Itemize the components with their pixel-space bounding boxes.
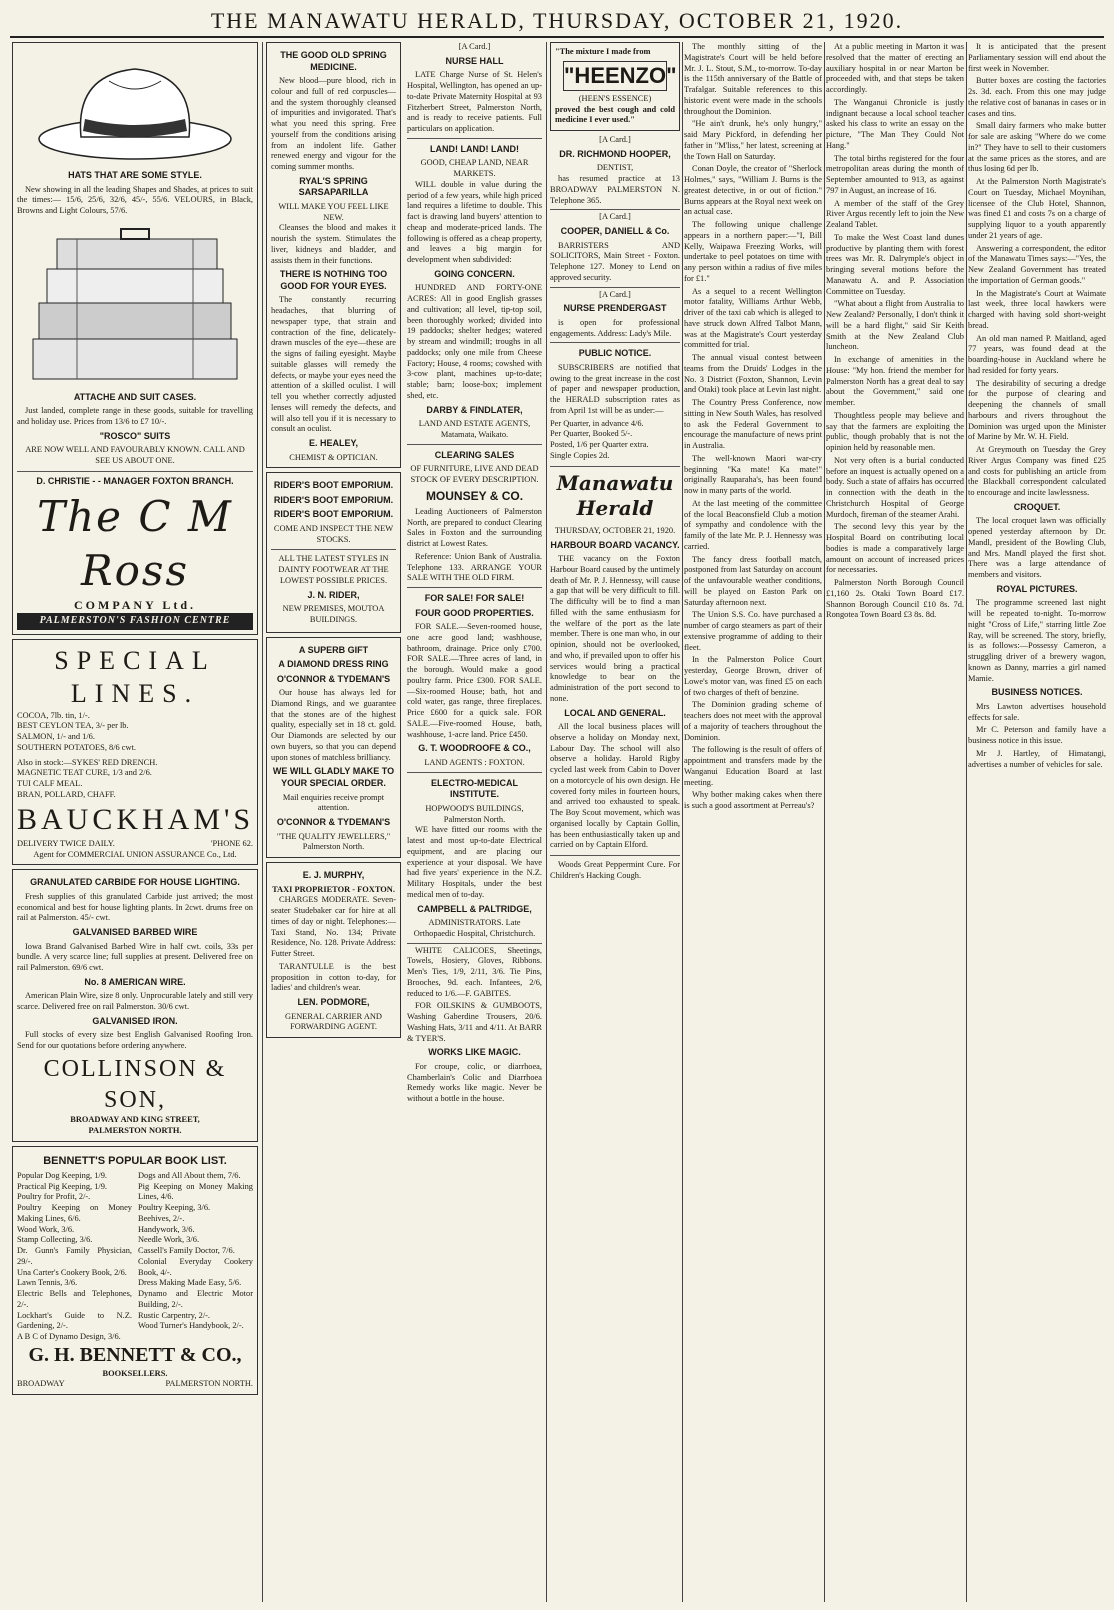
oconnor-name: O'CONNOR & TYDEMAN'S xyxy=(276,673,391,684)
ryals-advert xyxy=(266,42,401,468)
harbour-title: HARBOUR BOARD VACANCY. xyxy=(550,539,680,550)
eyes-text: The constantly recurring headaches, that blurring of newspaper type, that strain and contraction of the fine, delicately-drawn muscles of the eye—these are the signs of failing eyesight. Maybe suitable glasses will remedy the defects, or maybe your eyes need the attention of a skilled oculist. I will tell you whether correctly adjusted lenses will remedy the defects, and will also tell you if it is necessary to consult an oculist. xyxy=(271,295,396,434)
news-paragraph: Conan Doyle, the creator of "Sherlock Holmes," says, "William J. Burns is the greatest detective, in or out of fiction." Burns appears at the Royal next week on an actual case. xyxy=(684,164,822,217)
herald-date: THURSDAY, OCTOBER 21, 1920. xyxy=(554,525,676,535)
nurse2-name: NURSE PRENDERGAST xyxy=(563,303,667,314)
list-item: BEST CEYLON TEA, 3/- per lb. xyxy=(17,721,129,731)
news-paragraph: Why bother making cakes when there is such a good assortment at Perreau's? xyxy=(684,790,822,810)
jewellers-advert xyxy=(266,637,401,858)
carbide-title: GRANULATED CARBIDE FOR HOUSE LIGHTING. xyxy=(30,877,240,888)
news-paragraph: Not very often is a burial conducted before an inquest is actually opened on a body. Such a state of affairs has occurred in connection with the death in the Christchurch Hospital of George Murdoch, fireman of the steamer Arahi. xyxy=(826,455,964,519)
nurse-text: LATE Charge Nurse of St. Helen's Hospital, Wellington, has opened an up-to-date Private Maternity Hospital at 93 Fitzherbert Street, Palmerston North, and is ready to receive patients. Full particulars on application. xyxy=(407,70,542,134)
hooper-sub: DENTIST, xyxy=(596,163,634,173)
local-text: All the local business places will observe a holiday on Monday next, Labour Day. The school will also observe a holiday. Harold Rigby cycled last week from Cabin to Dover on a motorcycle of his own design. He covered forty miles in fourteen hours, and arrived too exhausted to speak. The Boy Scout movement, which was organised locally by Captain Gollin, has been enthusiastically taken up and carried on by Captain Elford. xyxy=(550,722,680,850)
oconnor-name: O'CONNOR & TYDEMAN'S xyxy=(276,817,391,827)
christie-manager: D. CHRISTIE - - MANAGER FOXTON BRANCH. xyxy=(36,475,234,486)
collinson-address-2: PALMERSTON NORTH. xyxy=(88,1126,182,1136)
murphy-advert xyxy=(266,862,401,1038)
clearing-title: CLEARING SALES xyxy=(434,449,515,460)
electro-sub: HOPWOOD'S BUILDINGS, Palmerston North. xyxy=(425,803,524,824)
list-item: MAGNETIC TEAT CURE, 1/3 and 2/6. xyxy=(17,768,152,778)
news-paragraph: Butter boxes are costing the factories 2s. 3d. each. From this one may judge the relative cost of bananas in cases or in cases and tins. xyxy=(968,76,1106,118)
column-3 xyxy=(550,42,680,1602)
mounsey-name: MOUNSEY & CO. xyxy=(425,488,524,503)
rate-item: Per Quarter, Booked 5/-. xyxy=(550,429,633,439)
hat-illustration xyxy=(17,47,253,167)
news-paragraph: The following unique challenge appears in a northern paper:—"I, Bill Kelly, Waipawa Freezing Works, will undertake to peel potatoes on time with any person within a radius of five miles for £1." xyxy=(684,220,822,283)
rider-title: RIDER'S BOOT EMPORIUM. xyxy=(273,509,394,520)
heenzo-quote-2: proved the best cough and cold medicine I ever used." xyxy=(555,104,675,125)
cases-text: Just landed, complete range in these goods, suitable for travelling and holiday use. Prices from 13/6 to £7 10/-. xyxy=(17,406,253,427)
rider-title: RIDER'S BOOT EMPORIUM. xyxy=(273,480,394,491)
news-paragraph: In exchange of amenities in the House: "My hon. friend the member for Palmerston North has a great deal to say about the Government," said one member. xyxy=(826,355,964,407)
ryals-title: RYAL'S SPRING SARSAPARILLA xyxy=(298,175,369,198)
croquet-title: CROQUET. xyxy=(1013,501,1061,512)
news-paragraph: The Dominion grading scheme of teachers does not meet with the approval of a majority of teachers throughout the Dominion. xyxy=(684,700,822,742)
bauckham-phone: 'PHONE 62. xyxy=(211,838,253,848)
rosco-title: "ROSCO" SUITS xyxy=(99,430,171,441)
iron-text: Full stocks of every size best English Galvanised Roofing Iron. Send for our quotations before ordering anywhere. xyxy=(17,1030,253,1051)
podmore-sub: GENERAL CARRIER AND FORWARDING AGENT. xyxy=(285,1011,382,1032)
bennett-company: G. H. BENNETT & CO., xyxy=(28,1343,242,1366)
news-paragraph: An old man named P. Maitland, aged 77 years, was found dead at the boarding-house in Auckland where he had resided for forty years. xyxy=(968,333,1106,375)
heenzo-quote-1: "The mixture I made from xyxy=(555,47,651,56)
props-title: FOUR GOOD PROPERTIES. xyxy=(415,607,534,618)
rider-title: RIDER'S BOOT EMPORIUM. xyxy=(273,494,394,505)
medicine-text: New blood—pure blood, rich in colour and full of red corpuscles—and the system thoroughly cleansed of impurities and invigorated. That's what you need this spring. Free yourself from the conditions arising from an indolent life. Gather renewed energy and vigour for the coming summer months. xyxy=(271,76,396,172)
book-item: Lockhart's Guide to N.Z. Gardening, 2/-. xyxy=(17,1310,132,1331)
news-paragraph: Small dairy farmers who make butter for sale are asking "Where do we come in?" They have to sell to their customers at the same prices as the stores, and are thus losing 6d per lb. xyxy=(968,121,1106,174)
column-1 xyxy=(12,42,258,1602)
news-paragraph: The fancy dress football match, postponed from last Saturday on account of the unfavourable weather conditions, will be played on Easton Park on Saturday afternoon next. xyxy=(684,554,822,607)
book-item: Beehives, 2/-. xyxy=(138,1213,185,1223)
nurse2-text: is open for professional engagements. Address: Lady's Mile. xyxy=(550,317,680,338)
news-paragraph: The monthly sitting of the Magistrate's Court will be held before Mr. J. L. Stout, S.M., to-morrow. To-day is the 115th anniversary of the Battle of Trafalgar. Suitable references to this historic event were made in the schools throughout the Dominion. xyxy=(684,42,822,116)
heenzo-sub: (HEEN'S ESSENCE) xyxy=(578,93,652,103)
news-paragraph: The Wanganui Chronicle is justly indignant because a local school teacher asked his class to write an essay on the picture, "The Man They Could Not Hang." xyxy=(826,97,964,150)
book-item: Poultry for Profit, 2/-. xyxy=(17,1192,91,1202)
heenzo-advert xyxy=(550,42,680,131)
oconnor-address: Palmerston North. xyxy=(302,842,365,852)
news-paragraph: The Union S.S. Co. have purchased a number of cargo steamers as part of their extensive programme of adding to their fleet. xyxy=(684,610,822,652)
heenzo-name: "HEENZO" xyxy=(563,61,667,91)
hats-advert xyxy=(12,42,258,635)
book-item: Cassell's Family Doctor, 7/6. xyxy=(138,1246,235,1256)
masthead-rule xyxy=(10,36,1104,38)
book-item: Poultry Keeping, 3/6. xyxy=(138,1203,211,1213)
masthead: THE MANAWATU HERALD, THURSDAY, OCTOBER 21, 1920. xyxy=(210,8,904,33)
news-paragraph: At the Palmerston North Magistrate's Court on Tuesday, Michael Moynihan, licensee of the Club Hotel, Shannon, was fined £1 and costs 7s on a charge of supplying liquor to a youth apparently under 21 years of age. xyxy=(968,177,1106,240)
darby-sub: LAND AND ESTATE AGENTS, Matamata, Waikato. xyxy=(418,419,531,439)
bauckham-agent: Agent for COMMERCIAL UNION ASSURANCE Co., Ltd. xyxy=(33,849,237,859)
column-2a xyxy=(266,42,401,1107)
column-2b xyxy=(407,42,542,1107)
mail-text: Mail enquiries receive prompt attention. xyxy=(282,792,385,813)
business-text: Mr J. Hartley, of Himatangi, advertises a number of vehicles for sale. xyxy=(968,748,1106,769)
column-divider xyxy=(824,42,825,1602)
wire-title: GALVANISED BARBED WIRE xyxy=(72,927,198,938)
book-item: Wood Work, 3/6. xyxy=(17,1224,75,1234)
news-paragraph: The second levy this year by the Hospital Board on contributing local bodies is made a comparatively large amount on account of increased prices for necessaries. xyxy=(826,522,964,575)
collinson-address-1: BROADWAY AND KING STREET, xyxy=(70,1115,200,1125)
book-item: Colonial Everyday Cookery Book, 4/-. xyxy=(138,1256,253,1277)
oilskins-text: FOR OILSKINS & GUMBOOTS, Washing Gaberdine Trousers, 20/6. Washing Hats, 3/11 and 4/11. At BARR & TYER'S. xyxy=(407,1001,542,1043)
cooper-name: COOPER, DANIELL & Co. xyxy=(560,226,670,237)
gift-title: A SUPERB GIFT xyxy=(298,644,369,655)
oconnor-text: Our house has always led for Diamond Rings, and we guarantee that the stones are of the highest quality, especially set in 18 ct. gold. Our Diamonds are selected by our own buyers, so that you can depend upon stones of matchless brilliancy. xyxy=(271,688,396,762)
bennett-booksellers: BOOKSELLERS. xyxy=(102,1368,168,1378)
business-text: Mr C. Peterson and family have a business notice in this issue. xyxy=(968,725,1106,746)
magic-title: WORKS LIKE MAGIC. xyxy=(428,1047,521,1058)
column-divider xyxy=(966,42,967,1602)
business-title: BUSINESS NOTICES. xyxy=(991,687,1083,698)
news-paragraph: At the last meeting of the committee of the local Beaconsfield Club a motion of sympathy and condolence with the family of the late Mr. P. J. Hennessy was carried. xyxy=(684,498,822,551)
book-item: Rustic Carpentry, 2/-. xyxy=(138,1310,211,1320)
magic-text: For croupe, colic, or diarrhoea, Chamberlain's Colic and Diarrhoea Remedy works like magic. Never be without a bottle in the house. xyxy=(407,1061,542,1104)
murphy-text: CHARGES MODERATE. Seven-seater Studebaker car for hire at all times of day or night. Telephones:—Taxi Stand, No. 134; Private Residence, No. 128. Private Address: Futter Street. xyxy=(271,895,396,959)
rate-item: Single Copies 2d. xyxy=(550,450,610,460)
herald-logo: Manawatu Herald xyxy=(556,470,674,521)
bauckham-name: BAUCKHAM'S xyxy=(17,802,255,836)
hats-text: New showing in all the leading Shapes and Shades, at prices to suit the times:— 15/6, 25/6, 32/6, 45/-, 55/6. VELOURS, in Black, Browns and Light Colours, 57/6. xyxy=(17,184,253,216)
nurse-card: [A Card.] xyxy=(458,42,491,51)
book-item: Dr. Gunn's Family Physician, 29/-. xyxy=(17,1246,132,1266)
news-paragraph: Answering a correspondent, the editor of the Manawatu Times says:—"Yes, the New Zealand Government has treated the importation of German goods." xyxy=(968,243,1106,285)
notice-text: SUBSCRIBERS are notified that owing to the great increase in the cost of paper and newspaper production, the HERALD subscription rates as from April 1st will be as under:— xyxy=(550,362,680,415)
woodroofe-name: G. T. WOODROOFE & CO., xyxy=(418,743,531,754)
bauckham-details xyxy=(17,839,253,850)
list-item: COCOA, 7lb. tin, 1/-. xyxy=(17,710,90,720)
cooper-text: BARRISTERS AND SOLICITORS, Main Street - Foxton. Telephone 127. Money to Lend on approved security. xyxy=(550,240,680,282)
list-item: Also in stock:—SYKES' RED DRENCH. xyxy=(17,757,158,767)
ross-logo xyxy=(17,490,253,598)
oconnor-quality: "THE QUALITY JEWELLERS," xyxy=(276,831,391,841)
list-item: BRAN, POLLARD, CHAFF. xyxy=(17,789,116,799)
medicine-title: THE GOOD OLD SPRING MEDICINE. xyxy=(280,50,387,72)
carbide-text: Fresh supplies of this granulated Carbide just arrived; the most economical and best for house lighting plants. In 2cwt. drums free on rail at Palmerston. 45/- cwt. xyxy=(17,891,253,923)
help-title: WE WILL GLADLY MAKE TO YOUR SPECIAL ORDER. xyxy=(272,766,395,788)
ryals-sub: WILL MAKE YOU FEEL LIKE NEW. xyxy=(278,201,389,222)
bennett-address-left: BROADWAY xyxy=(17,1379,65,1389)
campbell-name: CAMPBELL & PALTRIDGE, xyxy=(417,903,532,914)
column-5 xyxy=(826,42,964,1602)
column-divider xyxy=(262,42,263,1602)
suitcase-illustration xyxy=(17,219,253,389)
murphy-sub: TAXI PROPRIETOR - FOXTON. xyxy=(272,884,395,894)
cases-title: ATTACHE AND SUIT CASES. xyxy=(73,391,197,402)
list-item: TUI CALF MEAL. xyxy=(17,779,83,788)
amwire-title: No. 8 AMERICAN WIRE. xyxy=(84,976,186,987)
land-text: WILL double in value during the period of a few years, while high priced land requires a lifetime to double. This fact is drawing land buyers' attention to cheap and moderate-priced lands. The following is offered as a cheap property, and leaves a big margin for development when subdivided: xyxy=(407,179,542,265)
rider-name: J. N. RIDER, xyxy=(307,589,360,600)
news-paragraph: At a public meeting in Marton it was resolved that the matter of erecting an auxiliary hospital in or near Marton be proceeded with, and that steps be taken accordingly. xyxy=(826,42,964,94)
special-list-2 xyxy=(17,758,253,801)
rider-address: NEW PREMISES, MOUTOA BUILDINGS. xyxy=(282,604,385,624)
book-item: Electric Bells and Telephones, 2/-. xyxy=(17,1289,132,1309)
bennett-address-right: PALMERSTON NORTH. xyxy=(165,1379,253,1389)
woods-text: Woods Great Peppermint Cure. For Children's Hacking Cough. xyxy=(550,860,680,880)
iron-title: GALVANISED IRON. xyxy=(92,1015,178,1026)
clearing-text: OF FURNITURE, LIVE AND DEAD STOCK OF EVERY DESCRIPTION. xyxy=(410,464,539,484)
news-paragraph: "He ain't drunk, he's only hungry," said Mary Pickford, in defending her father in "M'liss," her latest, screening at the Town Hall on Saturday. xyxy=(684,119,822,161)
book-item: Stamp Collecting, 3/6. xyxy=(17,1235,93,1245)
bennett-address xyxy=(17,1379,253,1390)
list-item: SALMON, 1/- and 1/6. xyxy=(17,732,95,741)
pictures-title: ROYAL PICTURES. xyxy=(996,583,1078,594)
murphy-name: E. J. MURPHY, xyxy=(302,870,365,881)
news-paragraph: The total births registered for the four metropolitan areas during the month of September amounted to 913, as against 797 in August, an increase of 16. xyxy=(826,153,964,195)
book-item: Needle Work, 3/6. xyxy=(138,1235,200,1245)
card-label: [A Card.] xyxy=(599,135,631,145)
darby-name: DARBY & FINDLATER, xyxy=(426,404,523,415)
list-item: SOUTHERN POTATOES, 8/6 cwt. xyxy=(17,742,136,752)
woodroofe-sub: LAND AGENTS : FOXTON. xyxy=(424,757,525,767)
rate-item: Per Quarter, in advance 4/6. xyxy=(550,418,644,428)
harbour-text: THE vacancy on the Foxton Harbour Board caused by the untimely death of Mr. P. J. Hennessy, will cause a gap that will be very difficult to fill. The difficulty will be to find a man filled with the same enthusiasm for the welfare of the port as the late member. There is one man who, in our opinion, should not be overlooked, and who, if prevailed upon to offer his services would bring a practical knowledge to bear on the administration of the port second to none. xyxy=(550,554,680,703)
ross-bar: PALMERSTON'S FASHION CENTRE xyxy=(17,613,253,630)
healey-sub: CHEMIST & OPTICIAN. xyxy=(289,452,378,462)
special-lines-advert xyxy=(12,639,258,865)
ryals-text: Cleanses the blood and makes it nourish the system. Stimulates the liver, kidneys and bladder, and assists them in their functions. xyxy=(271,223,396,265)
healey-name: E. HEALEY, xyxy=(308,438,358,449)
pictures-text: The programme screened last night will be repeated to-night. To-morrow night "Cross of Life," starring little Zoe Ray, will be screened. The story, briefly, is as follows:—Possessy Cameron, a struggling driver of a brewery wagon, known as Danny, marries a girl named Mamie. xyxy=(968,598,1106,683)
bennett-list-right xyxy=(138,1171,253,1343)
bennett-advert xyxy=(12,1146,258,1395)
news-paragraph: It is anticipated that the present Parliamentary session will end about the first week in November. xyxy=(968,42,1106,73)
bennett-title: BENNETT'S POPULAR BOOK LIST. xyxy=(43,1154,227,1167)
hooper-text: has resumed practice at 13 BROADWAY PALMERSTON N. Telephone 365. xyxy=(550,174,680,205)
book-item: Una Carter's Cookery Book, 2/6. xyxy=(17,1267,127,1277)
rosco-text: ARE NOW WELL AND FAVOURABLY KNOWN. CALL AND SEE US ABOUT ONE. xyxy=(25,445,245,466)
book-item: Dogs and All About them, 7/6. xyxy=(138,1170,241,1180)
calicoes-text: WHITE CALICOES, Sheetings, Towels, Hosiery, Gloves, Ribbons. Men's Ties, 1/9, 2/11, 3/6. Tie Pins, Brooches, 9d. each. Infantees, 2/6, reduced to 1/6.—F. GABITES. xyxy=(407,945,542,998)
bennett-book-list xyxy=(17,1171,253,1343)
rates-list xyxy=(550,419,680,462)
card-label: [A Card.] xyxy=(599,212,631,222)
news-paragraph: A member of the staff of the Grey River Argus recently left to join the New Zealand Tablet. xyxy=(826,198,964,229)
mounsey-text: Leading Auctioneers of Palmerston North, are prepared to conduct Clearing Sales in Foxton and the surrounding district at Lowest Rates. xyxy=(407,506,542,549)
column-4 xyxy=(684,42,822,1602)
news-paragraph: "What about a flight from Australia to New Zealand? Personally, I don't think it will be a hard flight," said Sir Keith Smith at the New Zealand Club luncheon. xyxy=(826,299,964,352)
land-title: LAND! LAND! LAND! xyxy=(430,143,519,154)
concern-text: HUNDRED AND FORTY-ONE ACRES: All in good English grasses and cultivation; all level, tip-top soil, been thoroughly worked; divided into 19 paddocks; shelter hedges; watered by stream and windmill; troughs in all paddocks; only one mile from Cheese Factory; House, 4 rooms; cowshed with 3-cow plant, machines up-to-date; stable; barn; loose-box; implement shed, etc. xyxy=(407,283,542,400)
eyes-title: THERE IS NOTHING TOO GOOD FOR YOUR EYES. xyxy=(279,269,388,291)
news-paragraph: Thoughtless people may believe and say that the farmers are exploiting the public, though probably that is not the opinion held by reasonable men. xyxy=(826,410,964,452)
special-list-1 xyxy=(17,711,253,754)
hooper-name: DR. RICHMOND HOOPER, xyxy=(559,148,671,159)
forsale-title: FOR SALE! FOR SALE! xyxy=(424,593,525,604)
electro-title: ELECTRO-MEDICAL INSTITUTE. xyxy=(431,777,518,800)
news-paragraph: As a sequel to a recent Wellington motor fatality, Williams Arthur Webb, driver of the taxi cab which is alleged to have struck down Alfred Talbot Mann, was at the Magistrate's Court yesterday committed for trial. xyxy=(684,286,822,350)
news-paragraph: At Greymouth on Tuesday the Grey River Argus Company was fined £25 and costs for publishing an article from the Blackball correspondent calculated to encourage and incite lawlessness. xyxy=(968,445,1106,497)
podmore-name: LEN. PODMORE, xyxy=(297,997,370,1008)
collinson-advert xyxy=(12,869,258,1142)
column-6 xyxy=(968,42,1106,1602)
business-text: Mrs Lawton advertises household effects for sale. xyxy=(968,701,1106,722)
campbell-sub: ADMINISTRATORS. Late Orthopaedic Hospital, Christchurch. xyxy=(413,918,536,938)
mounsey-ref: Reference: Union Bank of Australia. Telephone 133. ARRANGE YOUR SALE WITH THE OLD FIRM. xyxy=(407,551,542,583)
news-paragraph: Palmerston North Borough Council £1,160 2s. Otaki Town Board £17. Shannon Borough Council £10 8s. 7d. Rongotea Town Board £3 8s. 8d. xyxy=(826,578,964,620)
collinson-name: COLLINSON & SON, xyxy=(43,1055,227,1113)
diamond-title: A DIAMOND DRESS RING xyxy=(278,659,389,670)
news-paragraph: To make the West Coast land dunes productive by planting them with forest trees was Mr. R. Dalrymple's object in bringing several motions before the Manawatu A. and P. Association Committee on Tuesday. xyxy=(826,232,964,296)
hats-title: HATS THAT ARE SOME STYLE. xyxy=(68,170,202,180)
column-divider xyxy=(546,42,547,1602)
ross-logo-text: The C M Ross xyxy=(37,492,233,596)
column-divider xyxy=(682,42,683,1602)
book-item: Popular Dog Keeping, 1/9. xyxy=(17,1170,108,1180)
ross-company: COMPANY Ltd. xyxy=(74,597,196,612)
rider-styles: ALL THE LATEST STYLES IN DAINTY FOOTWEAR AT THE LOWEST POSSIBLE PRICES. xyxy=(278,554,389,585)
book-item: Handywork, 3/6. xyxy=(138,1224,195,1234)
bauckham-delivery: DELIVERY TWICE DAILY. xyxy=(17,838,115,848)
rate-item: Posted, 1/6 per Quarter extra. xyxy=(550,440,649,450)
book-item: A B C of Dynamo Design, 3/6. xyxy=(17,1332,121,1342)
book-item: Lawn Tennis, 3/6. xyxy=(17,1278,78,1288)
electro-text: WE have fitted our rooms with the latest and most up-to-date Electrical equipment, and are placing our experience at your disposal. We have had five years' experience in the N.Z. Military Hospitals, under the best medical men of to-day. xyxy=(407,825,542,899)
land-sub: GOOD, CHEAP LAND, NEAR MARKETS. xyxy=(420,158,529,179)
news-paragraph: In the Magistrate's Court at Waimate last week, three local hawkers were charged with having sold short-weight bread. xyxy=(968,288,1106,330)
book-item: Practical Pig Keeping, 1/9. xyxy=(17,1181,108,1191)
book-item: Dynamo and Electric Motor Building, 2/-. xyxy=(138,1289,253,1309)
news-paragraph: In the Palmerston Police Court yesterday, George Brown, driver of Lowe's motor van, was fined £5 on each of two charges of theft of benzine. xyxy=(684,655,822,697)
column-2 xyxy=(266,42,542,1602)
news-paragraph: The following is the result of offers of appointment and transfers made by the Wanganui Education Board at last meeting. xyxy=(684,745,822,787)
tarantulle-text: TARANTULLE is the best proposition in cotton to-day, for ladies' and children's wear. xyxy=(271,961,396,993)
book-item: Pig Keeping on Money Making Lines, 4/6. xyxy=(138,1181,253,1202)
news-paragraph: The annual visual contest between teams from the Druids' Lodges in the No. 3 District (Foxton, Shannon, Levin and Otaki) took place at Levin last night. xyxy=(684,353,822,395)
news-paragraph: The desirability of securing a dredge for the purpose of clearing and deepening the channels of small harbours and rivers throughout the Dominion was urged upon the Minister of Marine by Mr. W. H. Field. xyxy=(968,378,1106,442)
rider-advert xyxy=(266,472,401,632)
book-item: Poultry Keeping on Money Making Lines, 6/6. xyxy=(17,1203,132,1223)
local-title: LOCAL AND GENERAL. xyxy=(564,707,666,718)
news-paragraph: The Country Press Conference, now sitting in New South Wales, has resolved to ask the Federal Government to encourage the manufacture of news print in Australia. xyxy=(684,398,822,450)
notice-title: PUBLIC NOTICE. xyxy=(578,348,652,359)
croquet-text: The local croquet lawn was officially opened yesterday afternoon by Dr. Mandl, president of the Bowling Club, and Mrs. Mandl played the first shot. There was a large attendance of members and visitors. xyxy=(968,516,1106,580)
special-title: SPECIAL LINES. xyxy=(54,645,216,709)
book-item: Dress Making Made Easy, 5/6. xyxy=(138,1278,242,1288)
bennett-list-left xyxy=(17,1171,132,1343)
column-2-top xyxy=(266,42,542,1107)
nurse-title: NURSE HALL xyxy=(445,55,504,66)
book-item: Wood Turner's Handybook, 2/-. xyxy=(138,1321,244,1331)
amwire-text: American Plain Wire, size 8 only. Unprocurable lately and still very scarce. Delivered free on rail Palmerston. 30/6 cwt. xyxy=(17,991,253,1012)
card-label: [A Card.] xyxy=(599,289,631,299)
props-text: FOR SALE.—Seven-roomed house, one acre good land; washhouse, bathroom, drainage. Price only £700. FOR SALE.—Three acres of land, in the borough. Would make a good poultry farm. Price £300. FOR SALE.—Six-roomed House; bath, hot and cold water, gas range, three fireplaces. Price £600 for a quick sale. FOR SALE.—Five-roomed House, bath, washhouse, 1-acre land. Price £450. xyxy=(407,622,542,739)
wire-text: Iowa Brand Galvanised Barbed Wire in half cwt. coils, 33s per bundle. A very scarce line; full supplies at present. Delivered free on rail Palmerston. 69/6 cwt. xyxy=(17,941,253,973)
rider-inspect: COME AND INSPECT THE NEW STOCKS. xyxy=(273,523,394,544)
news-paragraph: The well-known Maori war-cry beginning "Ka mate! Ka mate!" originally Rauparaha's, has been found now in many parts of the world. xyxy=(684,453,822,495)
concern-title: GOING CONCERN. xyxy=(434,268,515,279)
